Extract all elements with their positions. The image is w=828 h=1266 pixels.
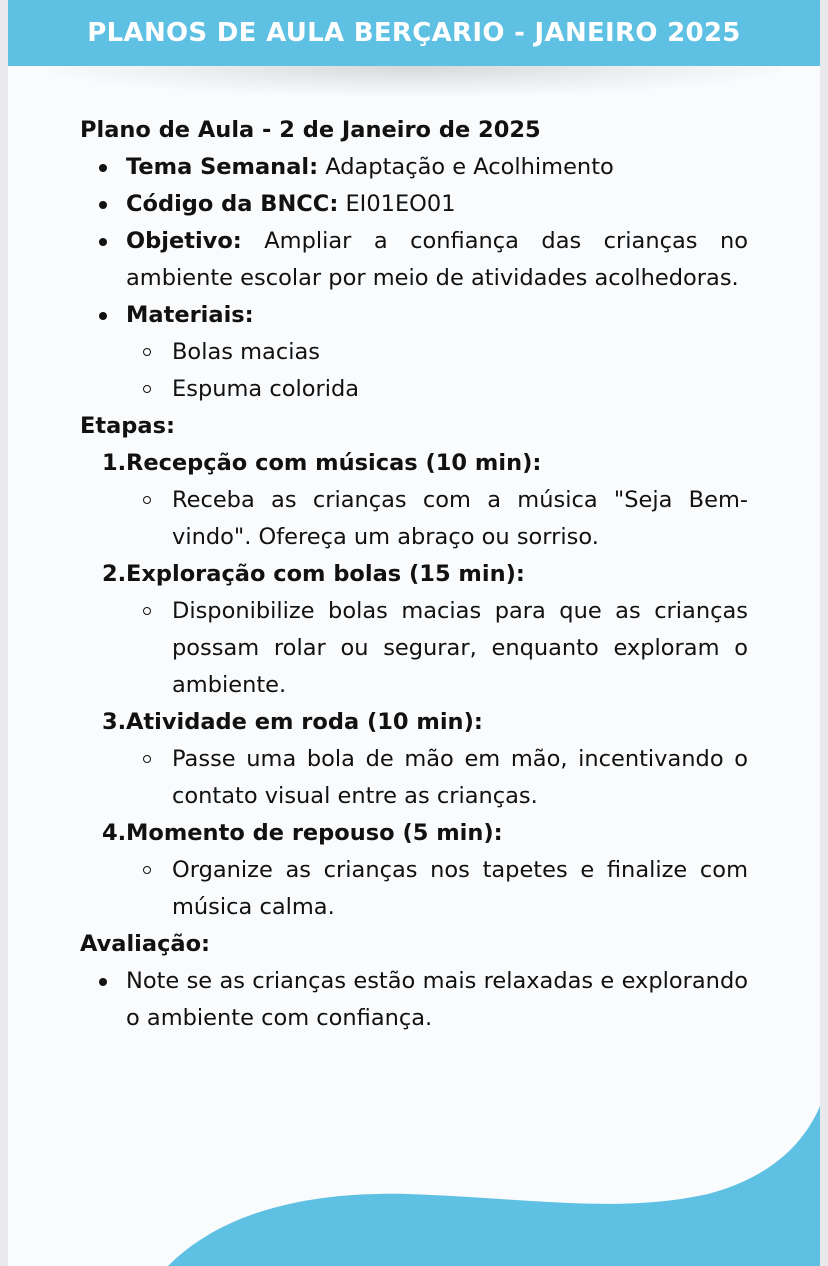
list-item-objetivo (80, 223, 748, 297)
plan-title: Plano de Aula - 2 de Janeiro de 2025 (80, 117, 541, 143)
step-number: 4. (102, 820, 127, 846)
bncc-value: EI01EO01 (338, 191, 456, 217)
step-number: 1. (102, 450, 127, 476)
list-item-bncc (80, 186, 748, 223)
step-title: Exploração com bolas (15 min): (126, 561, 525, 587)
lesson-plan-content (80, 112, 748, 1037)
tema-value: Adaptação e Acolhimento (318, 154, 614, 180)
avaliacao-heading: Avaliação: (80, 931, 211, 957)
step-4 (80, 815, 748, 852)
page-header (8, 0, 820, 66)
step-detail: Organize as crianças nos tapetes e finalize com música calma. (80, 852, 748, 926)
material-item: Bolas macias (80, 334, 748, 371)
objetivo-label: Objetivo: (126, 228, 242, 254)
header-title: PLANOS DE AULA BERÇARIO - JANEIRO 2025 (87, 18, 741, 48)
wave-shape (168, 1106, 820, 1266)
step-1 (80, 445, 748, 482)
bncc-label: Código da BNCC: (126, 191, 339, 217)
document-page (8, 0, 820, 1266)
step-3 (80, 704, 748, 741)
decorative-wave (8, 1106, 820, 1266)
step-detail: Disponibilize bolas macias para que as crianças possam rolar ou segurar, enquanto exploram o ambiente. (80, 593, 748, 704)
list-item-materiais: Materiais: (80, 297, 748, 334)
step-detail: Receba as crianças com a música "Seja Bem-vindo". Ofereça um abraço ou sorriso. (80, 482, 748, 556)
step-title: Momento de repouso (5 min): (126, 820, 503, 846)
step-title: Atividade em roda (10 min): (126, 709, 483, 735)
step-detail: Passe uma bola de mão em mão, incentivando o contato visual entre as crianças. (80, 741, 748, 815)
step-2 (80, 556, 748, 593)
header-shadow (48, 66, 780, 96)
material-item: Espuma colorida (80, 371, 748, 408)
tema-label: Tema Semanal: (126, 154, 319, 180)
avaliacao-text: Note se as crianças estão mais relaxadas e explorando o ambiente com confiança. (80, 963, 748, 1037)
step-number: 2. (102, 561, 127, 587)
step-number: 3. (102, 709, 127, 735)
objetivo-value: Ampliar a confiança das crianças no ambiente escolar por meio de atividades acolhedoras. (126, 228, 748, 291)
etapas-heading: Etapas: (80, 413, 175, 439)
step-title: Recepção com músicas (10 min): (126, 450, 542, 476)
list-item-tema (80, 149, 748, 186)
